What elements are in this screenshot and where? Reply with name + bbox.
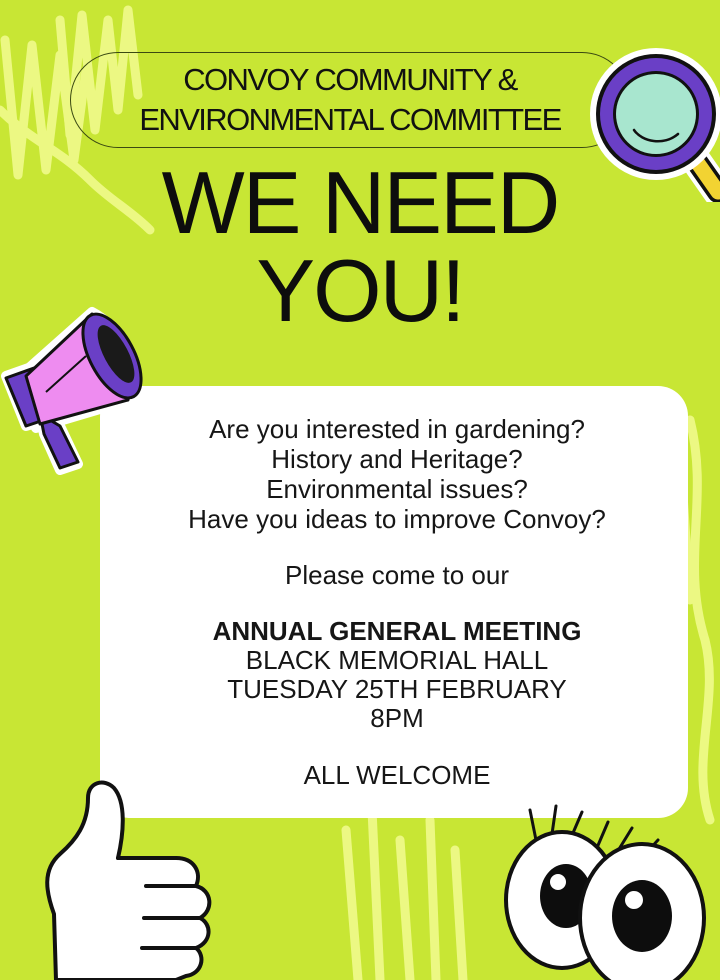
- question-history: History and Heritage?: [271, 444, 523, 474]
- event-venue: BLACK MEMORIAL HALL: [245, 645, 549, 675]
- organization-banner: [70, 52, 630, 148]
- all-welcome-text: ALL WELCOME: [303, 760, 491, 790]
- event-date: TUESDAY 25TH FEBRUARY: [227, 674, 567, 704]
- headline-line-2: YOU!: [256, 241, 464, 340]
- question-gardening: Are you interested in gardening?: [209, 414, 585, 444]
- megaphone-icon: [0, 296, 160, 476]
- organization-name-line-2: ENVIRONMENTAL COMMITTEE: [139, 102, 561, 137]
- thumbs-up-icon: [26, 774, 236, 980]
- question-environment: Environmental issues?: [266, 474, 528, 504]
- cartoon-eyes-icon: [500, 800, 720, 980]
- invite-text: Please come to our: [284, 560, 509, 590]
- event-title: ANNUAL GENERAL MEETING: [212, 616, 582, 646]
- magnifying-glass-icon: [586, 42, 720, 202]
- headline-line-1: WE NEED: [161, 153, 559, 252]
- question-ideas: Have you ideas to improve Convoy?: [188, 504, 606, 534]
- organization-name-line-1: CONVOY COMMUNITY &: [183, 62, 517, 97]
- event-time: 8PM: [370, 703, 424, 733]
